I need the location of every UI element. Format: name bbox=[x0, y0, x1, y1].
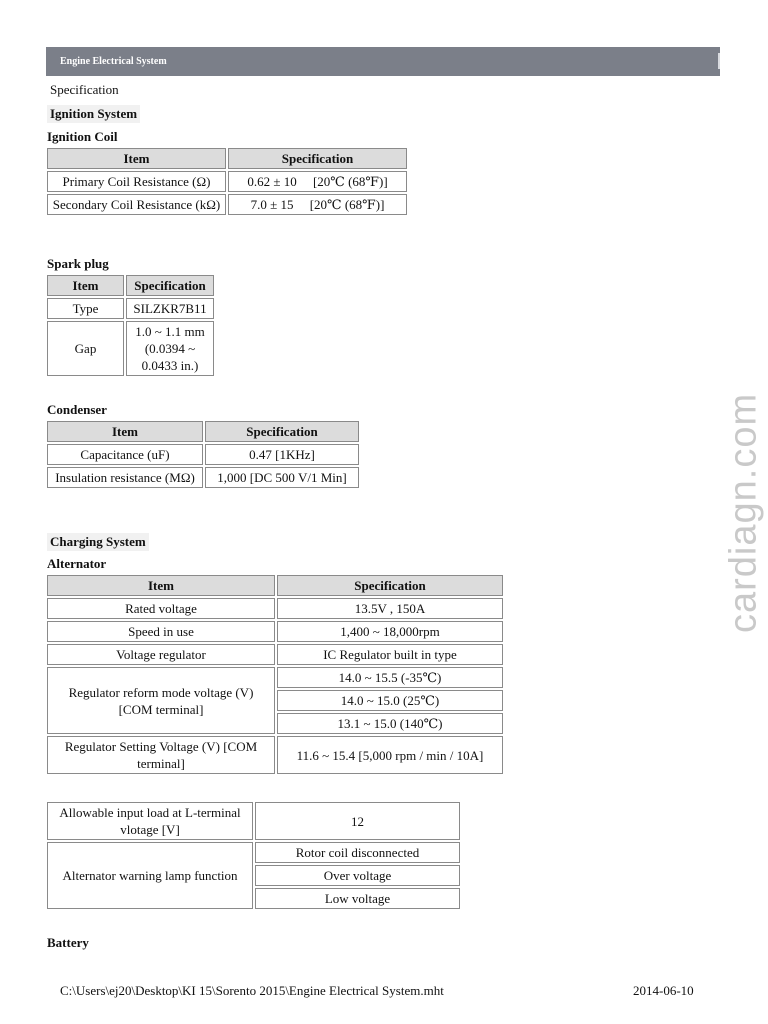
table-cell-item: Insulation resistance (MΩ) bbox=[47, 467, 203, 488]
table-cell-item: Rated voltage bbox=[47, 598, 275, 619]
table-cell-spec: SILZKR7B11 bbox=[126, 298, 214, 319]
alternator-table bbox=[45, 573, 505, 776]
subsection-title-battery: Battery bbox=[47, 935, 89, 950]
table-row bbox=[47, 171, 407, 192]
document-title: Engine Electrical System bbox=[60, 56, 167, 67]
table-cell-item: Regulator reform mode voltage (V) [COM terminal] bbox=[47, 667, 275, 734]
table-cell-spec: 14.0 ~ 15.0 (25℃) bbox=[277, 690, 503, 711]
table-cell-item: Primary Coil Resistance (Ω) bbox=[47, 171, 226, 192]
table-row bbox=[47, 842, 460, 863]
subsection-title-ignition-coil: Ignition Coil bbox=[47, 129, 118, 144]
table-cell-spec: 7.0 ± 15 [20℃ (68℉)] bbox=[228, 194, 407, 215]
table-cell-spec: 0.62 ± 10 [20℃ (68℉)] bbox=[228, 171, 407, 192]
table-cell-spec: 14.0 ~ 15.5 (-35℃) bbox=[277, 667, 503, 688]
table-cell-item: Secondary Coil Resistance (kΩ) bbox=[47, 194, 226, 215]
table-cell-item: Speed in use bbox=[47, 621, 275, 642]
table-row bbox=[47, 667, 503, 688]
table-cell-spec: 1,400 ~ 18,000rpm bbox=[277, 621, 503, 642]
table-row bbox=[47, 321, 214, 376]
table-row bbox=[47, 736, 503, 774]
subsection-title-spark-plug: Spark plug bbox=[47, 256, 109, 271]
table-cell-spec: Over voltage bbox=[255, 865, 460, 886]
specification-label: Specification bbox=[50, 82, 119, 97]
table-header-item: Item bbox=[47, 275, 124, 296]
table-header-specification: Specification bbox=[277, 575, 503, 596]
table-row bbox=[47, 444, 359, 465]
table-header-item: Item bbox=[47, 575, 275, 596]
table-header-item: Item bbox=[47, 421, 203, 442]
section-title-ignition: Ignition System bbox=[47, 105, 140, 123]
table-cell-spec: 0.47 [1KHz] bbox=[205, 444, 359, 465]
table-cell-spec: 13.1 ~ 15.0 (140℃) bbox=[277, 713, 503, 734]
table-row bbox=[47, 298, 214, 319]
table-cell-spec: 11.6 ~ 15.4 [5,000 rpm / min / 10A] bbox=[277, 736, 503, 774]
table-row bbox=[47, 802, 460, 840]
table-cell-spec: 1.0 ~ 1.1 mm (0.0394 ~ 0.0433 in.) bbox=[126, 321, 214, 376]
alternator-lamp-table bbox=[45, 800, 462, 911]
table-row bbox=[47, 598, 503, 619]
table-header-item: Item bbox=[47, 148, 226, 169]
table-cell-spec: Rotor coil disconnected bbox=[255, 842, 460, 863]
table-cell-item: Allowable input load at L-terminal vlotage [V] bbox=[47, 802, 253, 840]
document-header-bar bbox=[46, 47, 720, 76]
table-header-specification: Specification bbox=[205, 421, 359, 442]
footer-date: 2014-06-10 bbox=[633, 983, 694, 998]
spark-plug-table bbox=[45, 273, 216, 378]
table-cell-spec: 12 bbox=[255, 802, 460, 840]
subsection-title-condenser: Condenser bbox=[47, 402, 107, 417]
table-row bbox=[47, 194, 407, 215]
table-header-specification: Specification bbox=[126, 275, 214, 296]
watermark: cardiagn.com bbox=[722, 392, 765, 633]
condenser-table bbox=[45, 419, 361, 490]
table-row bbox=[47, 621, 503, 642]
table-cell-item: Alternator warning lamp function bbox=[47, 842, 253, 909]
table-cell-spec: IC Regulator built in type bbox=[277, 644, 503, 665]
subsection-title-alternator: Alternator bbox=[47, 556, 107, 571]
footer-file-path: C:\Users\ej20\Desktop\KI 15\Sorento 2015\Engine Electrical System.mht bbox=[60, 983, 444, 998]
table-cell-spec: 1,000 [DC 500 V/1 Min] bbox=[205, 467, 359, 488]
section-title-charging: Charging System bbox=[47, 533, 149, 551]
table-row bbox=[47, 644, 503, 665]
table-cell-item: Voltage regulator bbox=[47, 644, 275, 665]
table-cell-item: Capacitance (uF) bbox=[47, 444, 203, 465]
table-cell-item: Gap bbox=[47, 321, 124, 376]
ignition-coil-table bbox=[45, 146, 409, 217]
table-cell-item: Regulator Setting Voltage (V) [COM terminal] bbox=[47, 736, 275, 774]
table-cell-item: Type bbox=[47, 298, 124, 319]
header-edge-marker bbox=[718, 53, 720, 69]
table-cell-spec: 13.5V , 150A bbox=[277, 598, 503, 619]
table-header-specification: Specification bbox=[228, 148, 407, 169]
table-cell-spec: Low voltage bbox=[255, 888, 460, 909]
table-row bbox=[47, 467, 359, 488]
